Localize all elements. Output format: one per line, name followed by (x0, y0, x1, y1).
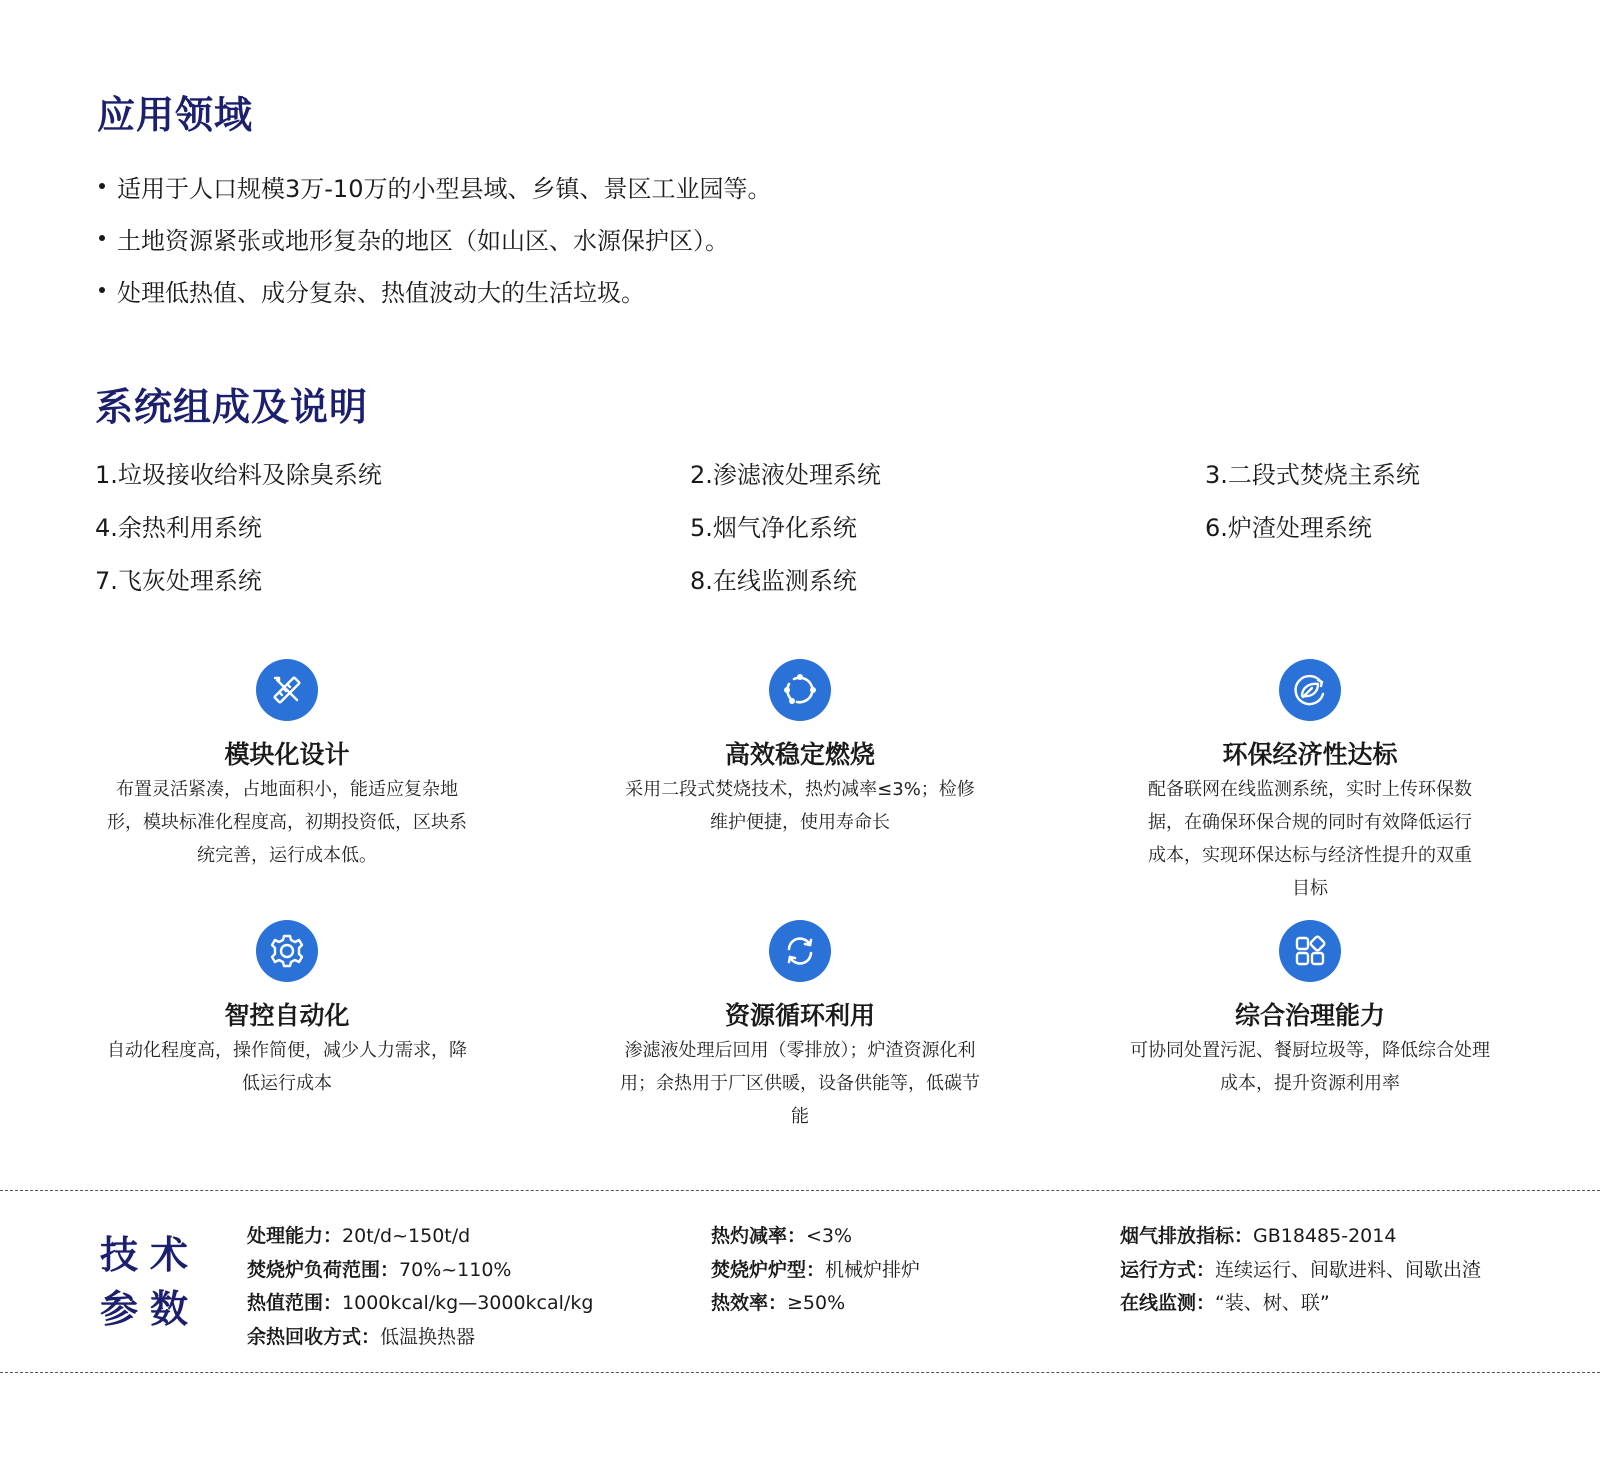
feature-title: 环保经济性达标 (1222, 740, 1398, 769)
feature-title: 资源循环利用 (724, 1001, 875, 1030)
tech-value: <3% (806, 1225, 853, 1247)
tech-key: 运行方式： (1120, 1258, 1216, 1281)
list-item-text: 土地资源紧张或地形复杂的地区（如山区、水源保护区）。 (117, 226, 729, 255)
tech-value: 机械炉排炉 (825, 1258, 921, 1281)
tech-value: 20t/d~150t/d (342, 1225, 471, 1247)
tech-row (1120, 1220, 1481, 1254)
feature-card (610, 659, 990, 839)
system-item: 7.飞灰处理系统 (95, 567, 262, 595)
tech-value: “装、树、联” (1215, 1292, 1330, 1314)
feature-title: 智控自动化 (224, 1001, 350, 1030)
tech-key: 烟气排放指标： (1120, 1225, 1254, 1247)
recycle-arrows-icon (769, 920, 831, 982)
tech-row (247, 1220, 593, 1254)
application-list (97, 160, 771, 316)
tech-row (1120, 1287, 1481, 1321)
list-item (97, 160, 771, 212)
tech-row (711, 1287, 920, 1321)
tech-key: 处理能力： (247, 1225, 343, 1247)
tech-column-1 (247, 1220, 593, 1354)
tech-label-line: 技术 (100, 1233, 201, 1277)
tech-key: 余热回收方式： (247, 1325, 381, 1348)
tech-row (711, 1220, 920, 1254)
system-item: 5.烟气净化系统 (690, 514, 857, 542)
grid-apps-icon (1279, 920, 1341, 982)
application-title: 应用领域 (97, 93, 254, 137)
eco-leaf-icon (1279, 659, 1341, 721)
feature-desc: 采用二段式焚烧技术，热灼减率≤3%；检修维护便捷，使用寿命长 (625, 779, 975, 833)
divider-top (0, 1190, 1600, 1191)
tech-row (247, 1321, 593, 1355)
list-item-text: 适用于人口规模3万-10万的小型县域、乡镇、景区工业园等。 (117, 174, 772, 203)
tech-value: 70%~110% (399, 1258, 512, 1281)
tech-value: 1000kcal/kg—3000kcal/kg (342, 1292, 594, 1314)
tech-value: ≥50% (787, 1292, 846, 1314)
feature-card (97, 920, 477, 1100)
tech-key: 热灼减率： (711, 1225, 807, 1247)
system-item: 8.在线监测系统 (690, 567, 857, 595)
tech-key: 热效率： (711, 1292, 788, 1314)
system-item: 4.余热利用系统 (95, 514, 262, 542)
feature-desc: 可协同处置污泥、餐厨垃圾等，降低综合处理成本，提升资源利用率 (1130, 1040, 1490, 1094)
tech-key: 焚烧炉炉型： (711, 1258, 826, 1281)
tech-column-3 (1120, 1220, 1481, 1321)
bullet-dot (99, 235, 105, 241)
circular-nodes-icon (769, 659, 831, 721)
feature-card (610, 920, 990, 1133)
gear-icon (256, 920, 318, 982)
divider-bottom (0, 1372, 1600, 1373)
tech-row (1120, 1254, 1481, 1288)
tech-key: 在线监测： (1120, 1292, 1216, 1314)
system-item: 1.垃圾接收给料及除臭系统 (95, 461, 382, 489)
feature-card (97, 659, 477, 872)
feature-title: 模块化设计 (224, 740, 350, 769)
bullet-dot (99, 183, 105, 189)
list-item-text: 处理低热值、成分复杂、热值波动大的生活垃圾。 (117, 278, 645, 307)
feature-desc: 自动化程度高，操作简便，减少人力需求，降低运行成本 (107, 1040, 467, 1094)
tech-value: GB18485-2014 (1253, 1225, 1397, 1247)
feature-desc: 渗滤液处理后回用（零排放）；炉渣资源化利用；余热用于厂区供暖，设备供能等，低碳节能 (620, 1040, 980, 1127)
system-title: 系统组成及说明 (95, 385, 369, 429)
tech-key: 热值范围： (247, 1292, 343, 1314)
system-item: 2.渗滤液处理系统 (690, 461, 881, 489)
feature-card (1120, 659, 1500, 905)
tech-value: 低温换热器 (380, 1325, 476, 1348)
tech-row (711, 1254, 920, 1288)
feature-desc: 布置灵活紧凑，占地面积小，能适应复杂地形，模块标准化程度高，初期投资低，区块系统完善，运行成本低。 (107, 779, 467, 866)
ruler-pencil-icon (256, 659, 318, 721)
feature-card (1120, 920, 1500, 1100)
list-item (97, 264, 771, 316)
tech-label-line: 参数 (100, 1287, 201, 1331)
tech-row (247, 1254, 593, 1288)
system-item: 6.炉渣处理系统 (1205, 514, 1372, 542)
tech-column-2 (711, 1220, 920, 1321)
feature-title: 高效稳定燃烧 (724, 740, 875, 769)
tech-label (100, 1228, 200, 1336)
list-item (97, 212, 771, 264)
tech-row (247, 1287, 593, 1321)
bullet-dot (99, 287, 105, 293)
system-item: 3.二段式焚烧主系统 (1205, 461, 1420, 489)
feature-desc: 配备联网在线监测系统，实时上传环保数据，在确保环保合规的同时有效降低运行成本，实现环保达标与经济性提升的双重目标 (1148, 779, 1472, 899)
tech-key: 焚烧炉负荷范围： (247, 1258, 400, 1281)
feature-title: 综合治理能力 (1234, 1001, 1385, 1030)
tech-value: 连续运行、间歇进料、间歇出渣 (1215, 1258, 1482, 1281)
